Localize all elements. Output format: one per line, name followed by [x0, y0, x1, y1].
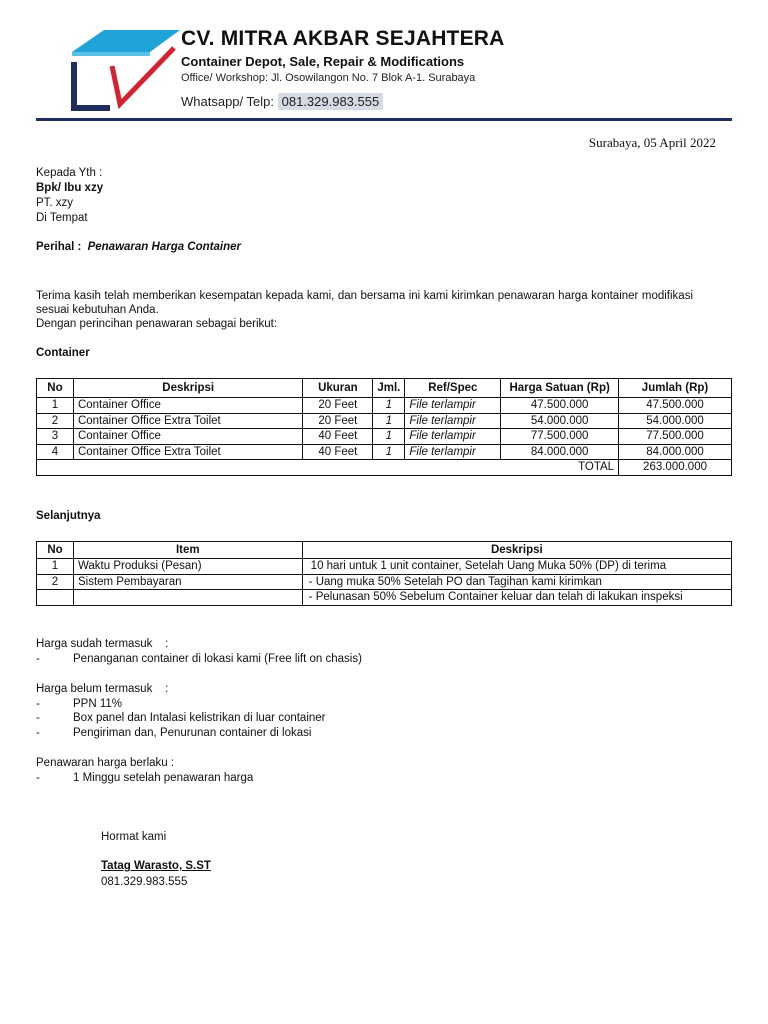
- table-row: [37, 429, 732, 445]
- cell-qty: 1: [373, 398, 405, 414]
- table-row: [37, 559, 732, 575]
- cell-ref: File terlampir: [405, 398, 501, 414]
- cell-amount: 54.000.000: [619, 413, 732, 429]
- col-header: Ukuran: [303, 379, 373, 398]
- bullet-dash: -: [36, 712, 40, 724]
- letter-date: Surabaya, 05 April 2022: [588, 135, 716, 150]
- company-name: CV. MITRA AKBAR SEJAHTERA: [181, 27, 505, 50]
- closing-text: Hormat kami: [101, 831, 167, 843]
- cell-amount: 47.500.000: [619, 398, 732, 414]
- list-item: [36, 712, 536, 727]
- container-section-title: Container: [36, 347, 90, 359]
- whatsapp-label: Whatsapp/ Telp:: [181, 94, 274, 109]
- terms-table-header: [37, 542, 732, 559]
- cell-desc: Container Office Extra Toilet: [73, 444, 302, 460]
- signer-name: Tatag Warasto, S.ST: [101, 860, 211, 872]
- cell-item: Sistem Pembayaran: [73, 574, 302, 590]
- col-header: No: [37, 542, 74, 559]
- cell-amount: 77.500.000: [619, 429, 732, 445]
- cell-unit-price: 77.500.000: [501, 429, 619, 445]
- bullet-dash: -: [36, 698, 40, 710]
- cell-unit-price: 47.500.000: [501, 398, 619, 414]
- cell-desc: - Uang muka 50% Setelah PO dan Tagihan kami kirimkan: [302, 574, 731, 590]
- cell-size: 20 Feet: [303, 398, 373, 414]
- terms-table: [36, 541, 732, 606]
- cell-ref: File terlampir: [405, 413, 501, 429]
- company-whatsapp: [181, 94, 383, 109]
- table-row: [37, 444, 732, 460]
- subject-line: [36, 241, 241, 253]
- cell-no: 1: [37, 559, 74, 575]
- cell-size: 40 Feet: [303, 429, 373, 445]
- cell-desc: Container Office: [73, 398, 302, 414]
- col-header: Item: [73, 542, 302, 559]
- included-title: Harga sudah termasuk :: [36, 638, 169, 650]
- intro-paragraph: Terima kasih telah memberikan kesempatan kepada kami, dan bersama ini kami kirimkan penawaran harga kontainer modifikasi sesuai kebutuhan Anda.: [36, 290, 693, 316]
- list-item: [36, 653, 536, 668]
- recipient-place: Di Tempat: [36, 212, 88, 224]
- list-item-text: Penanganan container di lokasi kami (Free lift on chasis): [73, 653, 362, 665]
- col-header: Ref/Spec: [405, 379, 501, 398]
- excluded-title: Harga belum termasuk :: [36, 683, 169, 695]
- list-item: [36, 772, 536, 787]
- table-row: [37, 590, 732, 606]
- bullet-dash: -: [36, 772, 40, 784]
- table-row: [37, 413, 732, 429]
- col-header: Deskripsi: [302, 542, 731, 559]
- cell-unit-price: 54.000.000: [501, 413, 619, 429]
- total-label: TOTAL: [37, 460, 619, 476]
- cell-size: 40 Feet: [303, 444, 373, 460]
- company-address: Office/ Workshop: Jl. Osowilangon No. 7 Blok A-1. Surabaya: [181, 72, 476, 84]
- list-item: [36, 727, 536, 742]
- table-row: [37, 398, 732, 414]
- col-header: Jml.: [373, 379, 405, 398]
- cell-qty: 1: [373, 444, 405, 460]
- bullet-dash: -: [36, 727, 40, 739]
- col-header: No: [37, 379, 74, 398]
- col-header: Harga Satuan (Rp): [501, 379, 619, 398]
- list-item-text: PPN 11%: [73, 698, 123, 710]
- cell-desc: Container Office: [73, 429, 302, 445]
- cell-ref: File terlampir: [405, 444, 501, 460]
- list-item: [36, 698, 536, 713]
- cell-desc: Container Office Extra Toilet: [73, 413, 302, 429]
- whatsapp-number: 081.329.983.555: [278, 93, 384, 110]
- cell-no: 2: [37, 574, 74, 590]
- intro-line2: Dengan perincihan penawaran sebagai berikut:: [36, 318, 278, 330]
- subject-value: Penawaran Harga Container: [87, 241, 241, 253]
- total-row: [37, 460, 732, 476]
- cell-desc: - Pelunasan 50% Sebelum Container keluar dan telah di lakukan inspeksi: [302, 590, 731, 606]
- list-item-text: 1 Minggu setelah penawaran harga: [73, 772, 254, 784]
- cell-no: 3: [37, 429, 74, 445]
- cell-no: [37, 590, 74, 606]
- container-table: [36, 378, 732, 476]
- signer-phone: 081.329.983.555: [101, 876, 188, 888]
- recipient-company: PT. xzy: [36, 197, 74, 209]
- col-header: Jumlah (Rp): [619, 379, 732, 398]
- list-item-text: Box panel dan Intalasi kelistrikan di luar container: [73, 712, 326, 724]
- next-section-title: Selanjutnya: [36, 510, 101, 522]
- cell-no: 1: [37, 398, 74, 414]
- recipient-greeting: Kepada Yth :: [36, 167, 103, 179]
- list-item-text: Pengiriman dan, Penurunan container di lokasi: [73, 727, 312, 739]
- cell-item: Waktu Produksi (Pesan): [73, 559, 302, 575]
- header-rule: [36, 118, 732, 121]
- container-table-header: [37, 379, 732, 398]
- cell-qty: 1: [373, 429, 405, 445]
- cell-qty: 1: [373, 413, 405, 429]
- cell-size: 20 Feet: [303, 413, 373, 429]
- col-header: Deskripsi: [73, 379, 302, 398]
- validity-title: Penawaran harga berlaku :: [36, 757, 175, 769]
- cell-unit-price: 84.000.000: [501, 444, 619, 460]
- subject-label: Perihal :: [36, 241, 82, 253]
- company-logo: [68, 28, 180, 112]
- total-value: 263.000.000: [619, 460, 732, 476]
- cell-desc: 10 hari untuk 1 unit container, Setelah Uang Muka 50% (DP) di terima: [302, 559, 731, 575]
- cell-ref: File terlampir: [405, 429, 501, 445]
- cell-amount: 84.000.000: [619, 444, 732, 460]
- table-row: [37, 574, 732, 590]
- recipient-name: Bpk/ Ibu xzy: [36, 182, 104, 194]
- cell-item: [73, 590, 302, 606]
- cell-no: 4: [37, 444, 74, 460]
- cell-no: 2: [37, 413, 74, 429]
- company-tagline: Container Depot, Sale, Repair & Modifications: [181, 54, 465, 69]
- bullet-dash: -: [36, 653, 40, 665]
